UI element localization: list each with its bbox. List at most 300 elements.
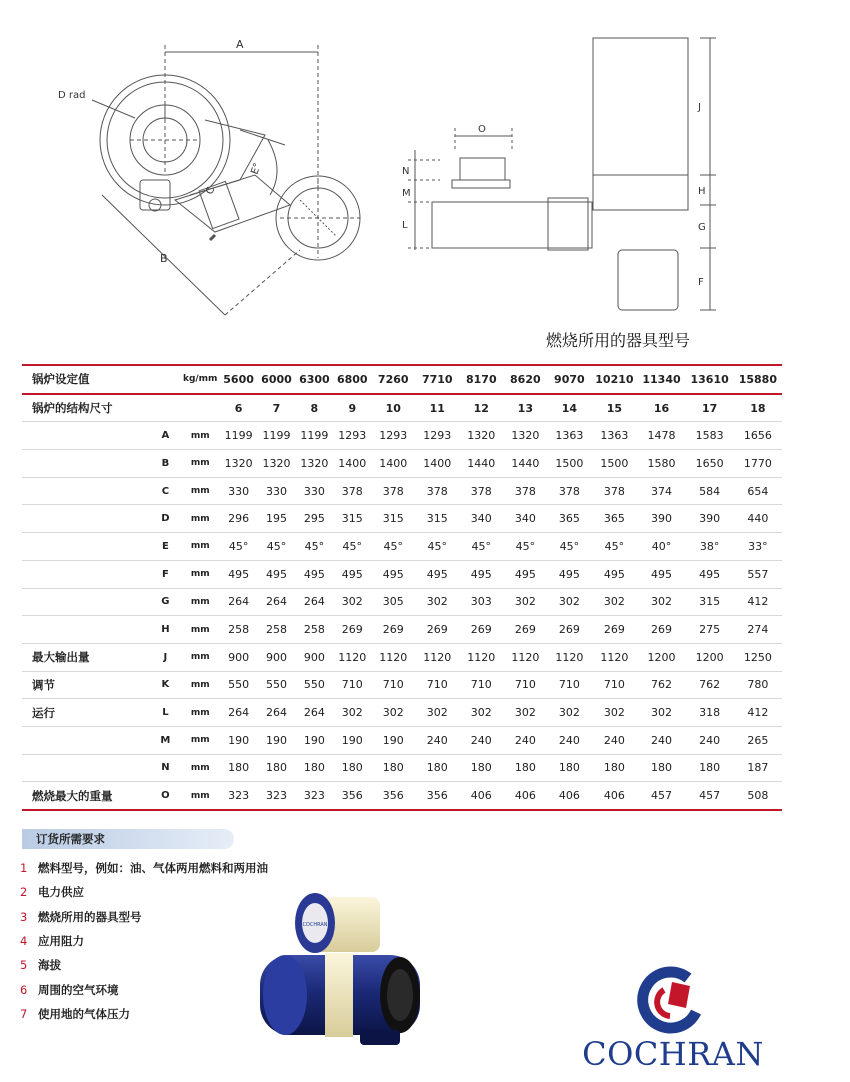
table-cell: 406 [459, 782, 503, 810]
table-cell: 356 [415, 782, 459, 810]
table-row [22, 560, 782, 588]
table-cell: 8620 [503, 365, 547, 394]
row-unit: mm [181, 699, 220, 727]
dim-label-c: C [204, 185, 218, 197]
row-label [22, 533, 150, 561]
table-cell: 356 [371, 782, 415, 810]
table-cell: 45° [371, 533, 415, 561]
table-cell: 406 [503, 782, 547, 810]
order-requirements-list [20, 856, 268, 1026]
table-cell: 7 [258, 394, 296, 422]
table-cell: 302 [371, 699, 415, 727]
table-cell: 45° [295, 533, 333, 561]
table-cell: 302 [503, 699, 547, 727]
row-unit: mm [181, 477, 220, 505]
table-cell: 550 [295, 671, 333, 699]
table-cell: 495 [333, 560, 371, 588]
table-cell: 1500 [547, 450, 591, 478]
table-cell: 45° [591, 533, 637, 561]
table-cell: 275 [686, 616, 734, 644]
row-label: 最大输出量 [22, 643, 150, 671]
table-cell: 495 [295, 560, 333, 588]
table-row [22, 643, 782, 671]
dim-label-f: F [698, 277, 704, 288]
side-view-diagram [92, 45, 360, 315]
row-dimension-letter: J [150, 643, 181, 671]
table-row [22, 616, 782, 644]
table-cell: 440 [734, 505, 782, 533]
table-cell: 412 [734, 588, 782, 616]
table-cell: 8 [295, 394, 333, 422]
list-item-text: 海拔 [38, 958, 61, 973]
row-unit: mm [181, 560, 220, 588]
table-cell: 240 [637, 726, 685, 754]
table-cell: 1770 [734, 450, 782, 478]
list-item-number: 5 [20, 958, 28, 973]
table-cell: 374 [637, 477, 685, 505]
table-cell: 315 [333, 505, 371, 533]
table-cell: 710 [503, 671, 547, 699]
table-cell: 14 [547, 394, 591, 422]
table-cell: 654 [734, 477, 782, 505]
table-cell: 406 [591, 782, 637, 810]
table-cell: 550 [220, 671, 258, 699]
dim-label-m: M [402, 188, 411, 199]
table-cell: 264 [295, 588, 333, 616]
table-cell: 11340 [637, 365, 685, 394]
table-cell: 340 [503, 505, 547, 533]
table-cell: 265 [734, 726, 782, 754]
table-cell: 302 [591, 588, 637, 616]
table-cell: 495 [415, 560, 459, 588]
table-cell: 302 [547, 588, 591, 616]
table-cell: 269 [591, 616, 637, 644]
list-item [20, 953, 268, 977]
table-cell: 180 [258, 754, 296, 782]
table-cell: 302 [637, 699, 685, 727]
table-cell: 269 [637, 616, 685, 644]
table-cell: 240 [547, 726, 591, 754]
table-cell: 508 [734, 782, 782, 810]
table-cell: 15 [591, 394, 637, 422]
row-dimension-letter: B [150, 450, 181, 478]
table-cell: 1320 [220, 450, 258, 478]
table-cell: 900 [220, 643, 258, 671]
table-row [22, 754, 782, 782]
table-cell: 1120 [503, 643, 547, 671]
list-item-text: 燃烧所用的器具型号 [38, 909, 142, 924]
table-cell: 12 [459, 394, 503, 422]
table-cell: 330 [295, 477, 333, 505]
row-label: 调节 [22, 671, 150, 699]
table-row [22, 477, 782, 505]
dim-label-e: E° [249, 161, 264, 177]
table-cell: 13610 [686, 365, 734, 394]
list-item [20, 1002, 268, 1026]
row-unit: mm [181, 422, 220, 450]
dim-label-g: G [698, 222, 706, 233]
row-unit: kg/mm [181, 365, 220, 394]
table-cell: 323 [220, 782, 258, 810]
table-cell: 302 [503, 588, 547, 616]
table-row [22, 671, 782, 699]
table-cell: 302 [637, 588, 685, 616]
table-cell: 330 [258, 477, 296, 505]
table-cell: 780 [734, 671, 782, 699]
table-cell: 550 [258, 671, 296, 699]
table-cell: 710 [459, 671, 503, 699]
table-cell: 302 [333, 699, 371, 727]
table-cell: 180 [547, 754, 591, 782]
row-label [22, 616, 150, 644]
row-label [22, 560, 150, 588]
table-cell: 1120 [371, 643, 415, 671]
table-cell: 323 [295, 782, 333, 810]
table-cell: 264 [295, 699, 333, 727]
table-cell: 330 [220, 477, 258, 505]
table-header-row [22, 394, 782, 422]
dim-label-o: O [478, 124, 486, 135]
row-dimension-letter: O [150, 782, 181, 810]
list-item-number: 6 [20, 982, 28, 997]
row-dimension-letter: K [150, 671, 181, 699]
table-cell: 315 [371, 505, 415, 533]
table-cell: 6 [220, 394, 258, 422]
dim-label-n: N [402, 166, 410, 177]
table-cell: 180 [415, 754, 459, 782]
table-cell: 1293 [333, 422, 371, 450]
table-row [22, 533, 782, 561]
table-cell: 495 [258, 560, 296, 588]
table-cell: 264 [258, 588, 296, 616]
table-cell: 1320 [459, 422, 503, 450]
table-cell: 1200 [686, 643, 734, 671]
table-cell: 274 [734, 616, 782, 644]
table-cell: 180 [591, 754, 637, 782]
table-cell: 1293 [415, 422, 459, 450]
dim-label-j: J [698, 102, 701, 113]
dim-label-d-rad: D rad [58, 90, 86, 101]
table-cell: 1440 [459, 450, 503, 478]
table-cell: 10210 [591, 365, 637, 394]
table-cell: 9 [333, 394, 371, 422]
table-cell: 710 [333, 671, 371, 699]
row-dimension-letter: G [150, 588, 181, 616]
table-cell: 557 [734, 560, 782, 588]
table-cell: 180 [503, 754, 547, 782]
table-cell: 180 [220, 754, 258, 782]
table-cell: 1440 [503, 450, 547, 478]
table-cell: 240 [591, 726, 637, 754]
table-cell: 318 [686, 699, 734, 727]
list-item-text: 应用阻力 [38, 934, 84, 949]
table-cell: 269 [415, 616, 459, 644]
table-cell: 302 [591, 699, 637, 727]
table-cell: 8170 [459, 365, 503, 394]
table-cell: 356 [333, 782, 371, 810]
row-dimension-letter: D [150, 505, 181, 533]
table-cell: 302 [415, 699, 459, 727]
table-cell: 1580 [637, 450, 685, 478]
table-cell: 6800 [333, 365, 371, 394]
table-cell: 180 [686, 754, 734, 782]
table-cell: 1400 [333, 450, 371, 478]
table-cell: 1120 [591, 643, 637, 671]
table-cell: 240 [503, 726, 547, 754]
table-cell: 1293 [371, 422, 415, 450]
table-cell: 495 [637, 560, 685, 588]
list-item [20, 977, 268, 1001]
table-row [22, 699, 782, 727]
table-cell: 1250 [734, 643, 782, 671]
table-cell: 378 [547, 477, 591, 505]
table-cell: 17 [686, 394, 734, 422]
list-item [20, 856, 268, 880]
row-label [22, 505, 150, 533]
table-cell: 1200 [637, 643, 685, 671]
table-cell: 264 [258, 699, 296, 727]
burner-dimension-diagrams [0, 0, 850, 350]
row-dimension-letter: E [150, 533, 181, 561]
table-cell: 1320 [503, 422, 547, 450]
list-item-number: 1 [20, 861, 28, 876]
table-cell: 412 [734, 699, 782, 727]
table-row [22, 726, 782, 754]
cochran-wordmark: COCHRAN [582, 1035, 764, 1073]
table-cell: 378 [371, 477, 415, 505]
table-cell: 495 [591, 560, 637, 588]
row-dimension-letter: L [150, 699, 181, 727]
table-cell: 5600 [220, 365, 258, 394]
table-cell: 1320 [295, 450, 333, 478]
row-label: 锅炉的结构尺寸 [22, 394, 181, 422]
table-cell: 710 [547, 671, 591, 699]
row-dimension-letter: N [150, 754, 181, 782]
table-cell: 584 [686, 477, 734, 505]
table-row [22, 505, 782, 533]
table-cell: 258 [220, 616, 258, 644]
table-cell: 762 [637, 671, 685, 699]
table-cell: 295 [295, 505, 333, 533]
dim-label-a: A [236, 38, 244, 51]
table-cell: 269 [547, 616, 591, 644]
list-item [20, 905, 268, 929]
table-cell: 340 [459, 505, 503, 533]
list-item [20, 929, 268, 953]
table-cell: 457 [686, 782, 734, 810]
table-cell: 495 [371, 560, 415, 588]
table-cell: 495 [220, 560, 258, 588]
table-cell: 457 [637, 782, 685, 810]
table-cell: 1120 [333, 643, 371, 671]
table-cell: 264 [220, 588, 258, 616]
table-cell: 303 [459, 588, 503, 616]
row-label [22, 754, 150, 782]
list-item-number: 7 [20, 1006, 28, 1021]
table-cell: 1199 [220, 422, 258, 450]
table-cell: 190 [220, 726, 258, 754]
table-cell: 315 [686, 588, 734, 616]
table-cell: 900 [258, 643, 296, 671]
table-cell: 710 [591, 671, 637, 699]
list-item-number: 2 [20, 885, 28, 900]
row-unit: mm [181, 726, 220, 754]
list-item-number: 3 [20, 909, 28, 924]
table-cell: 900 [295, 643, 333, 671]
row-unit: mm [181, 588, 220, 616]
table-cell: 378 [459, 477, 503, 505]
diagram-caption: 燃烧所用的器具型号 [546, 331, 691, 350]
table-cell: 195 [258, 505, 296, 533]
table-cell: 378 [503, 477, 547, 505]
row-unit [181, 394, 220, 422]
table-cell: 323 [258, 782, 296, 810]
table-cell: 495 [547, 560, 591, 588]
table-cell: 1583 [686, 422, 734, 450]
table-cell: 302 [333, 588, 371, 616]
row-label [22, 450, 150, 478]
row-dimension-letter: H [150, 616, 181, 644]
row-unit: mm [181, 643, 220, 671]
table-cell: 406 [547, 782, 591, 810]
list-item-text: 电力供应 [38, 885, 84, 900]
list-item [20, 880, 268, 904]
table-cell: 7710 [415, 365, 459, 394]
burner-brand-label: COCHRAN [302, 922, 328, 928]
table-cell: 10 [371, 394, 415, 422]
table-cell: 16 [637, 394, 685, 422]
dim-label-l: L [402, 220, 408, 231]
list-item-text: 燃料型号，例如：油、气体两用燃料和两用油 [38, 861, 268, 876]
dim-label-b: B [160, 252, 168, 265]
table-row [22, 782, 782, 810]
table-row [22, 588, 782, 616]
table-cell: 1120 [459, 643, 503, 671]
list-item-text: 周围的空气环境 [38, 982, 119, 997]
table-cell: 378 [591, 477, 637, 505]
row-dimension-letter: A [150, 422, 181, 450]
table-cell: 365 [547, 505, 591, 533]
table-cell: 495 [686, 560, 734, 588]
table-cell: 190 [371, 726, 415, 754]
table-cell: 45° [459, 533, 503, 561]
table-cell: 187 [734, 754, 782, 782]
list-item-number: 4 [20, 934, 28, 949]
table-cell: 302 [547, 699, 591, 727]
table-cell: 1320 [258, 450, 296, 478]
table-cell: 302 [459, 699, 503, 727]
table-cell: 7260 [371, 365, 415, 394]
table-cell: 45° [220, 533, 258, 561]
row-label [22, 588, 150, 616]
front-view-diagram [408, 38, 716, 310]
table-cell: 180 [371, 754, 415, 782]
table-cell: 240 [415, 726, 459, 754]
table-cell: 180 [459, 754, 503, 782]
table-cell: 315 [415, 505, 459, 533]
row-unit: mm [181, 671, 220, 699]
table-cell: 45° [333, 533, 371, 561]
row-unit: mm [181, 782, 220, 810]
table-cell: 1199 [295, 422, 333, 450]
table-cell: 11 [415, 394, 459, 422]
table-cell: 1650 [686, 450, 734, 478]
table-cell: 1363 [591, 422, 637, 450]
table-row [22, 422, 782, 450]
table-cell: 240 [686, 726, 734, 754]
row-label [22, 422, 150, 450]
table-cell: 190 [258, 726, 296, 754]
row-label [22, 726, 150, 754]
dim-label-h: H [698, 186, 706, 197]
table-cell: 13 [503, 394, 547, 422]
burner-product-image [240, 885, 440, 1075]
table-cell: 495 [459, 560, 503, 588]
row-label: 运行 [22, 699, 150, 727]
table-cell: 258 [295, 616, 333, 644]
table-cell: 302 [415, 588, 459, 616]
table-cell: 45° [258, 533, 296, 561]
table-cell: 45° [503, 533, 547, 561]
row-unit: mm [181, 505, 220, 533]
table-cell: 390 [637, 505, 685, 533]
list-item-text: 使用地的气体压力 [38, 1006, 130, 1021]
row-unit: mm [181, 533, 220, 561]
row-label [22, 477, 150, 505]
table-cell: 190 [333, 726, 371, 754]
table-cell: 18 [734, 394, 782, 422]
table-cell: 269 [333, 616, 371, 644]
table-cell: 1120 [415, 643, 459, 671]
table-cell: 6000 [258, 365, 296, 394]
table-cell: 45° [415, 533, 459, 561]
table-cell: 710 [415, 671, 459, 699]
table-cell: 269 [459, 616, 503, 644]
table-cell: 40° [637, 533, 685, 561]
table-cell: 264 [220, 699, 258, 727]
table-cell: 190 [295, 726, 333, 754]
row-label: 锅炉设定值 [22, 365, 181, 394]
row-dimension-letter: F [150, 560, 181, 588]
table-cell: 1500 [591, 450, 637, 478]
table-cell: 305 [371, 588, 415, 616]
table-cell: 1478 [637, 422, 685, 450]
table-cell: 180 [295, 754, 333, 782]
order-requirements-header: 订货所需要求 [22, 829, 234, 849]
table-cell: 180 [333, 754, 371, 782]
table-cell: 9070 [547, 365, 591, 394]
cochran-emblem-icon [643, 972, 696, 1028]
row-unit: mm [181, 616, 220, 644]
table-cell: 378 [333, 477, 371, 505]
table-cell: 1400 [415, 450, 459, 478]
table-cell: 1363 [547, 422, 591, 450]
table-cell: 1656 [734, 422, 782, 450]
table-cell: 495 [503, 560, 547, 588]
table-header-row [22, 365, 782, 394]
table-cell: 45° [547, 533, 591, 561]
dimension-spec-table [22, 364, 782, 811]
table-cell: 269 [371, 616, 415, 644]
table-cell: 38° [686, 533, 734, 561]
table-cell: 1199 [258, 422, 296, 450]
table-cell: 6300 [295, 365, 333, 394]
table-cell: 296 [220, 505, 258, 533]
table-cell: 258 [258, 616, 296, 644]
row-label: 燃烧最大的重量 [22, 782, 150, 810]
table-cell: 365 [591, 505, 637, 533]
row-unit: mm [181, 754, 220, 782]
